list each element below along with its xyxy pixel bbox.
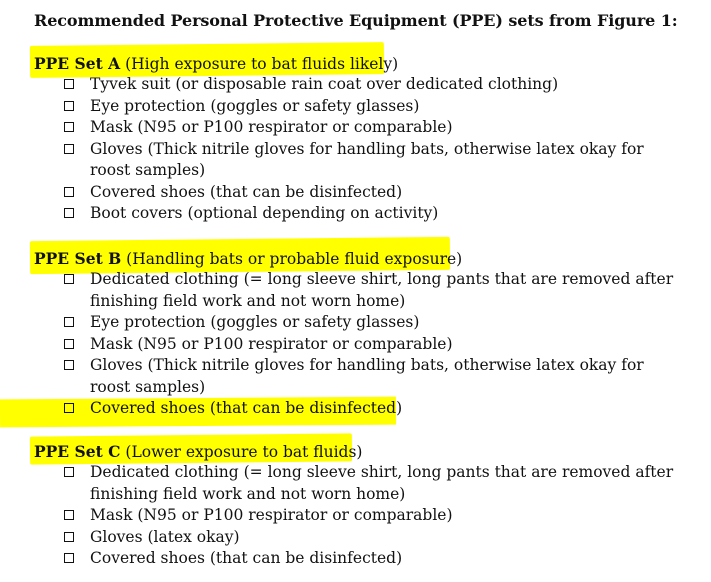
ppe-set-b bbox=[0, 248, 711, 420]
list-item bbox=[0, 96, 711, 118]
list-item bbox=[0, 462, 711, 505]
list-item bbox=[0, 117, 711, 139]
list-item-text: Tyvek suit (or disposable rain coat over dedicated clothing) bbox=[90, 75, 559, 93]
checkbox[interactable] bbox=[64, 79, 74, 89]
list-item-text: Covered shoes (that can be disinfected) bbox=[90, 549, 403, 567]
list-item-text: Gloves (Thick nitrile gloves for handling bats, otherwise latex okay for roost samples) bbox=[90, 139, 644, 179]
checkbox[interactable] bbox=[64, 101, 74, 111]
list-item bbox=[0, 548, 711, 570]
ppe-set-c-name: PPE Set C bbox=[34, 442, 121, 461]
list-item-text: Boot covers (optional depending on activity) bbox=[90, 204, 439, 222]
ppe-set-a-heading bbox=[34, 53, 711, 74]
ppe-set-c-description: (Lower exposure to bat fluids) bbox=[120, 443, 363, 461]
checkbox[interactable] bbox=[64, 144, 74, 154]
checkbox[interactable] bbox=[64, 360, 74, 370]
list-item-text: Dedicated clothing (= long sleeve shirt, long pants that are removed after finishing field work and not worn home) bbox=[90, 270, 674, 310]
checkbox[interactable] bbox=[64, 317, 74, 327]
list-item-text: Covered shoes (that can be disinfected) bbox=[90, 182, 403, 201]
checkbox[interactable] bbox=[64, 339, 74, 349]
list-item bbox=[0, 74, 711, 96]
ppe-set-c-heading bbox=[34, 441, 711, 462]
ppe-set-c bbox=[0, 441, 711, 570]
ppe-set-b-description: (Handling bats or probable fluid exposure) bbox=[121, 250, 463, 268]
list-item-text: Gloves (latex okay) bbox=[90, 527, 240, 546]
checkbox[interactable] bbox=[64, 208, 74, 218]
list-item-text: Eye protection (goggles or safety glasses) bbox=[90, 96, 420, 115]
page-title: Recommended Personal Protective Equipment (PPE) sets from Figure 1: bbox=[34, 11, 678, 30]
checkbox[interactable] bbox=[64, 532, 74, 542]
list-item-text: Mask (N95 or P100 respirator or comparable) bbox=[90, 506, 453, 524]
list-item-text: Gloves (Thick nitrile gloves for handling bats, otherwise latex okay for roost samples) bbox=[90, 356, 644, 396]
checkbox[interactable] bbox=[64, 122, 74, 132]
list-item-text: Mask (N95 or P100 respirator or comparable) bbox=[90, 334, 453, 353]
ppe-set-c-list bbox=[0, 462, 711, 570]
list-item bbox=[0, 334, 711, 356]
list-item bbox=[0, 139, 711, 182]
checkbox[interactable] bbox=[64, 403, 74, 413]
checkbox[interactable] bbox=[64, 553, 74, 563]
list-item bbox=[0, 203, 711, 225]
list-item-text: Mask (N95 or P100 respirator or comparable) bbox=[90, 118, 453, 136]
list-item bbox=[0, 269, 711, 312]
list-item bbox=[0, 355, 711, 398]
ppe-set-a bbox=[0, 53, 711, 225]
checkbox[interactable] bbox=[64, 187, 74, 197]
checkbox[interactable] bbox=[64, 274, 74, 284]
list-item-text: Eye protection (goggles or safety glasses) bbox=[90, 313, 420, 331]
ppe-set-b-heading bbox=[34, 248, 711, 269]
list-item bbox=[0, 505, 711, 527]
checkbox[interactable] bbox=[64, 467, 74, 477]
list-item bbox=[0, 398, 711, 420]
ppe-set-a-description: (High exposure to bat fluids likely) bbox=[120, 55, 399, 73]
list-item bbox=[0, 182, 711, 204]
checkbox[interactable] bbox=[64, 510, 74, 520]
ppe-set-a-list bbox=[0, 74, 711, 225]
list-item-text: Dedicated clothing (= long sleeve shirt, long pants that are removed after finishing field work and not worn home) bbox=[90, 463, 674, 503]
ppe-set-b-name: PPE Set B bbox=[34, 249, 122, 268]
list-item bbox=[0, 312, 711, 334]
list-item bbox=[0, 527, 711, 549]
list-item-text: Covered shoes (that can be disinfected) bbox=[90, 399, 403, 417]
ppe-set-a-name: PPE Set A bbox=[34, 54, 121, 73]
